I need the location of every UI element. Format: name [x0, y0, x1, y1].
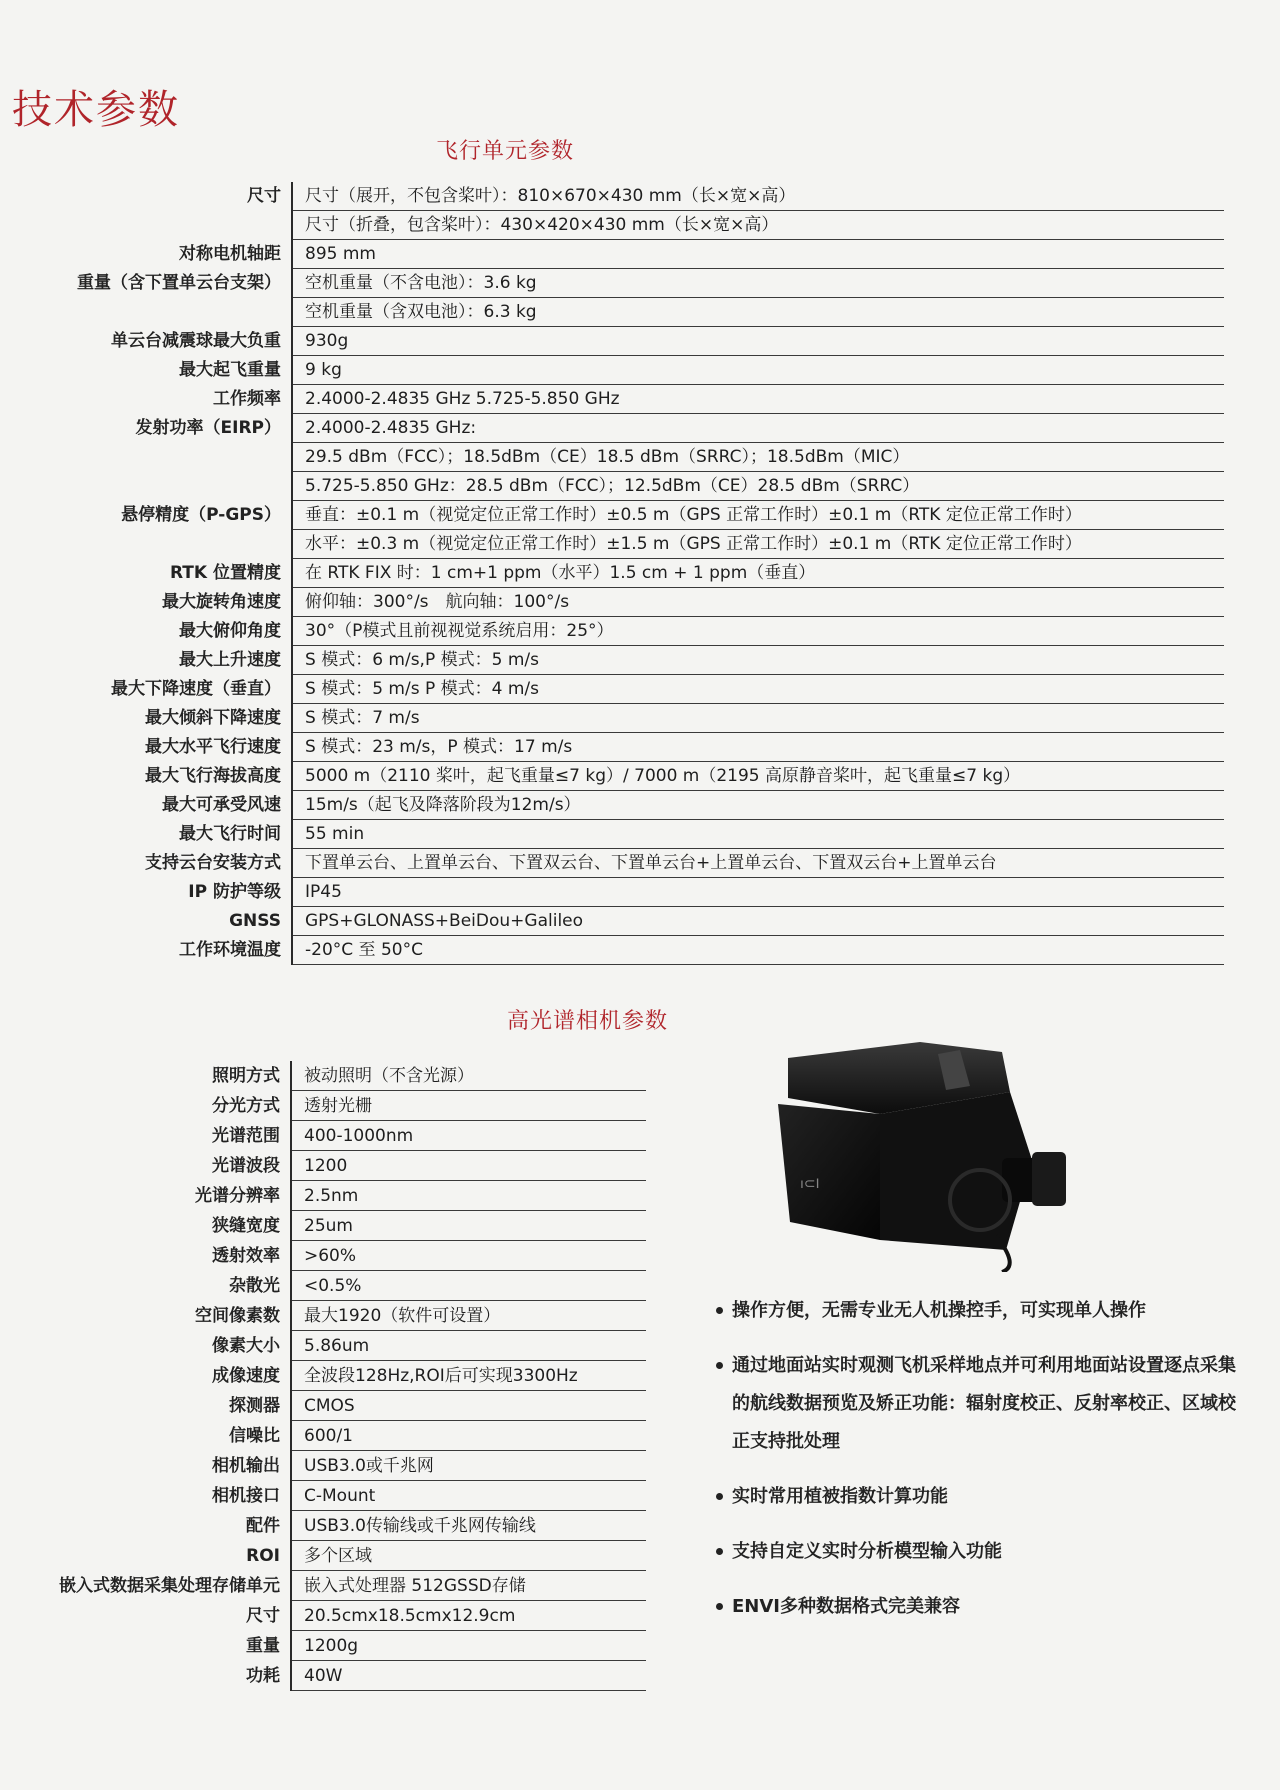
flight-row-label: 对称电机轴距	[0, 240, 293, 269]
camera-row-value: 20.5cmx18.5cmx12.9cm	[292, 1601, 646, 1631]
camera-row	[0, 1181, 646, 1211]
camera-spec-table	[0, 1061, 646, 1691]
flight-row	[0, 820, 1224, 849]
flight-row	[0, 385, 1224, 414]
camera-row-value: 多个区域	[292, 1541, 646, 1571]
flight-row	[0, 907, 1224, 936]
flight-row-value: 尺寸（展开，不包含桨叶）：810×670×430 mm（长×宽×高）	[293, 182, 1224, 211]
flight-row-label: 支持云台安装方式	[0, 849, 293, 878]
flight-row-value: 空机重量（含双电池）：6.3 kg	[293, 298, 1224, 327]
camera-row	[0, 1481, 646, 1511]
flight-row	[0, 646, 1224, 675]
camera-row	[0, 1091, 646, 1121]
flight-row-value: 尺寸（折叠，包含桨叶）：430×420×430 mm（长×宽×高）	[293, 211, 1224, 240]
camera-row-value: 最大1920（软件可设置）	[292, 1301, 646, 1331]
flight-section-title: 飞行单元参数	[436, 139, 575, 164]
flight-row-label: 最大起飞重量	[0, 356, 293, 385]
camera-row	[0, 1241, 646, 1271]
flight-row-label: 单云台减震球最大负重	[0, 327, 293, 356]
camera-row-label: 成像速度	[0, 1361, 292, 1391]
camera-row-value: <0.5%	[292, 1271, 646, 1301]
flight-row	[0, 936, 1224, 965]
camera-row-value: 全波段128Hz,ROI后可实现3300Hz	[292, 1361, 646, 1391]
flight-row-value: 55 min	[293, 820, 1224, 849]
camera-row	[0, 1151, 646, 1181]
camera-row-value: 被动照明（不含光源）	[292, 1061, 646, 1091]
flight-row-value: 俯仰轴：300°/s 航向轴：100°/s	[293, 588, 1224, 617]
flight-row-label: 最大下降速度（垂直）	[0, 675, 293, 704]
flight-row-label: 发射功率（EIRP）	[0, 414, 293, 501]
flight-row-value: S 模式：5 m/s P 模式：4 m/s	[293, 675, 1224, 704]
flight-row-value: 30°（P模式且前视视觉系统启用：25°）	[293, 617, 1224, 646]
camera-row	[0, 1661, 646, 1691]
flight-row-label: 悬停精度（P-GPS）	[0, 501, 293, 559]
flight-row-label: 最大上升速度	[0, 646, 293, 675]
camera-section-title: 高光谱相机参数	[507, 1009, 669, 1034]
flight-row-label: GNSS	[0, 907, 293, 936]
camera-row-label: 功耗	[0, 1661, 292, 1691]
camera-row	[0, 1571, 646, 1601]
flight-row-value: S 模式：6 m/s,P 模式：5 m/s	[293, 646, 1224, 675]
camera-row-value: 透射光栅	[292, 1091, 646, 1121]
camera-row-value: USB3.0或千兆网	[292, 1451, 646, 1481]
flight-row-value: 2.4000-2.4835 GHz:	[293, 414, 1224, 443]
flight-row	[0, 240, 1224, 269]
camera-row-label: 嵌入式数据采集处理存储单元	[0, 1571, 292, 1601]
flight-row	[0, 849, 1224, 878]
flight-row	[0, 559, 1224, 588]
camera-row-value: CMOS	[292, 1391, 646, 1421]
camera-row-label: 分光方式	[0, 1091, 292, 1121]
flight-row-value: 29.5 dBm（FCC）；18.5dBm（CE）18.5 dBm（SRRC）；18.5dBm（MIC）	[293, 443, 1224, 472]
flight-row-value: S 模式：7 m/s	[293, 704, 1224, 733]
svg-text:ı⊂I: ı⊂I	[800, 1175, 820, 1191]
camera-row-value: >60%	[292, 1241, 646, 1271]
camera-row-label: 光谱分辨率	[0, 1181, 292, 1211]
camera-row-label: 相机输出	[0, 1451, 292, 1481]
flight-row	[0, 269, 1224, 327]
feature-item: 支持自定义实时分析模型输入功能	[716, 1533, 1236, 1571]
camera-row	[0, 1511, 646, 1541]
flight-row	[0, 733, 1224, 762]
flight-row	[0, 414, 1224, 501]
page-title: 技术参数	[12, 87, 180, 133]
camera-row-value: 嵌入式处理器 512GSSD存储	[292, 1571, 646, 1601]
flight-row-value: 2.4000-2.4835 GHz 5.725-5.850 GHz	[293, 385, 1224, 414]
flight-row-label: RTK 位置精度	[0, 559, 293, 588]
camera-row	[0, 1331, 646, 1361]
flight-row-label: 最大俯仰角度	[0, 617, 293, 646]
flight-row	[0, 878, 1224, 907]
flight-row	[0, 791, 1224, 820]
feature-list	[716, 1292, 1236, 1643]
feature-item: 操作方便，无需专业无人机操控手，可实现单人操作	[716, 1292, 1236, 1330]
camera-row-value: 40W	[292, 1661, 646, 1691]
flight-row	[0, 704, 1224, 733]
feature-item: 实时常用植被指数计算功能	[716, 1478, 1236, 1516]
camera-row	[0, 1301, 646, 1331]
flight-row-value: 895 mm	[293, 240, 1224, 269]
camera-row-value: 5.86um	[292, 1331, 646, 1361]
camera-row	[0, 1211, 646, 1241]
flight-row-value: IP45	[293, 878, 1224, 907]
flight-row-label: 重量（含下置单云台支架）	[0, 269, 293, 327]
flight-row	[0, 588, 1224, 617]
flight-spec-table	[0, 182, 1224, 965]
camera-row	[0, 1451, 646, 1481]
camera-row-label: 空间像素数	[0, 1301, 292, 1331]
camera-row-label: ROI	[0, 1541, 292, 1571]
camera-row	[0, 1391, 646, 1421]
flight-row-value: 5.725-5.850 GHz：28.5 dBm（FCC）；12.5dBm（CE）28.5 dBm（SRRC）	[293, 472, 1224, 501]
flight-row-label: 最大飞行海拔高度	[0, 762, 293, 791]
camera-row-label: 光谱范围	[0, 1121, 292, 1151]
camera-row-value: C-Mount	[292, 1481, 646, 1511]
camera-row	[0, 1421, 646, 1451]
camera-row-value: 1200g	[292, 1631, 646, 1661]
camera-row	[0, 1601, 646, 1631]
camera-row-label: 光谱波段	[0, 1151, 292, 1181]
flight-row-value: 空机重量（不含电池）：3.6 kg	[293, 269, 1224, 298]
flight-row	[0, 675, 1224, 704]
camera-row-label: 重量	[0, 1631, 292, 1661]
camera-row-label: 狭缝宽度	[0, 1211, 292, 1241]
camera-row	[0, 1541, 646, 1571]
flight-row-value: 下置单云台、上置单云台、下置双云台、下置单云台+上置单云台、下置双云台+上置单云台	[293, 849, 1224, 878]
flight-row-label: 工作环境温度	[0, 936, 293, 965]
camera-row-value: 600/1	[292, 1421, 646, 1451]
flight-row-value: GPS+GLONASS+BeiDou+Galileo	[293, 907, 1224, 936]
camera-row-label: 信噪比	[0, 1421, 292, 1451]
camera-row	[0, 1271, 646, 1301]
flight-row	[0, 182, 1224, 240]
camera-row-label: 尺寸	[0, 1601, 292, 1631]
camera-row-value: 2.5nm	[292, 1181, 646, 1211]
flight-row-label: 最大水平飞行速度	[0, 733, 293, 762]
camera-row	[0, 1361, 646, 1391]
hyperspectral-camera-image	[770, 1040, 1100, 1272]
flight-row-label: 最大旋转角速度	[0, 588, 293, 617]
camera-row-label: 像素大小	[0, 1331, 292, 1361]
feature-item: ENVI多种数据格式完美兼容	[716, 1588, 1236, 1626]
flight-row-label: 工作频率	[0, 385, 293, 414]
flight-row	[0, 327, 1224, 356]
flight-row	[0, 762, 1224, 791]
camera-row-label: 相机接口	[0, 1481, 292, 1511]
camera-row-value: 400-1000nm	[292, 1121, 646, 1151]
flight-row-label: 最大飞行时间	[0, 820, 293, 849]
camera-row-label: 照明方式	[0, 1061, 292, 1091]
camera-row-label: 透射效率	[0, 1241, 292, 1271]
flight-row-label: IP 防护等级	[0, 878, 293, 907]
flight-row-label: 最大可承受风速	[0, 791, 293, 820]
flight-row-label: 尺寸	[0, 182, 293, 240]
flight-row	[0, 501, 1224, 559]
flight-row-value: 垂直：±0.1 m（视觉定位正常工作时）±0.5 m（GPS 正常工作时）±0.1 m（RTK 定位正常工作时）	[293, 501, 1224, 530]
flight-row-label: 最大倾斜下降速度	[0, 704, 293, 733]
camera-row-label: 杂散光	[0, 1271, 292, 1301]
flight-row-value: 9 kg	[293, 356, 1224, 385]
flight-row-value: 930g	[293, 327, 1224, 356]
flight-row-value: 水平：±0.3 m（视觉定位正常工作时）±1.5 m（GPS 正常工作时）±0.1 m（RTK 定位正常工作时）	[293, 530, 1224, 559]
camera-row-label: 探测器	[0, 1391, 292, 1421]
flight-row	[0, 617, 1224, 646]
flight-row-value: S 模式：23 m/s，P 模式：17 m/s	[293, 733, 1224, 762]
camera-row-value: USB3.0传输线或千兆网传输线	[292, 1511, 646, 1541]
flight-row-value: 15m/s（起飞及降落阶段为12m/s）	[293, 791, 1224, 820]
feature-item: 通过地面站实时观测飞机采样地点并可利用地面站设置逐点采集的航线数据预览及矫正功能：辐射度校正、反射率校正、区域校正支持批处理	[716, 1347, 1236, 1461]
camera-row-value: 1200	[292, 1151, 646, 1181]
camera-row	[0, 1631, 646, 1661]
camera-row	[0, 1121, 646, 1151]
flight-row	[0, 356, 1224, 385]
camera-row	[0, 1061, 646, 1091]
camera-row-label: 配件	[0, 1511, 292, 1541]
camera-row-value: 25um	[292, 1211, 646, 1241]
flight-row-value: 在 RTK FIX 时：1 cm+1 ppm（水平）1.5 cm + 1 ppm（垂直）	[293, 559, 1224, 588]
flight-row-value: 5000 m（2110 桨叶，起飞重量≤7 kg）/ 7000 m（2195 高原静音桨叶，起飞重量≤7 kg）	[293, 762, 1224, 791]
flight-row-value: -20°C 至 50°C	[293, 936, 1224, 965]
